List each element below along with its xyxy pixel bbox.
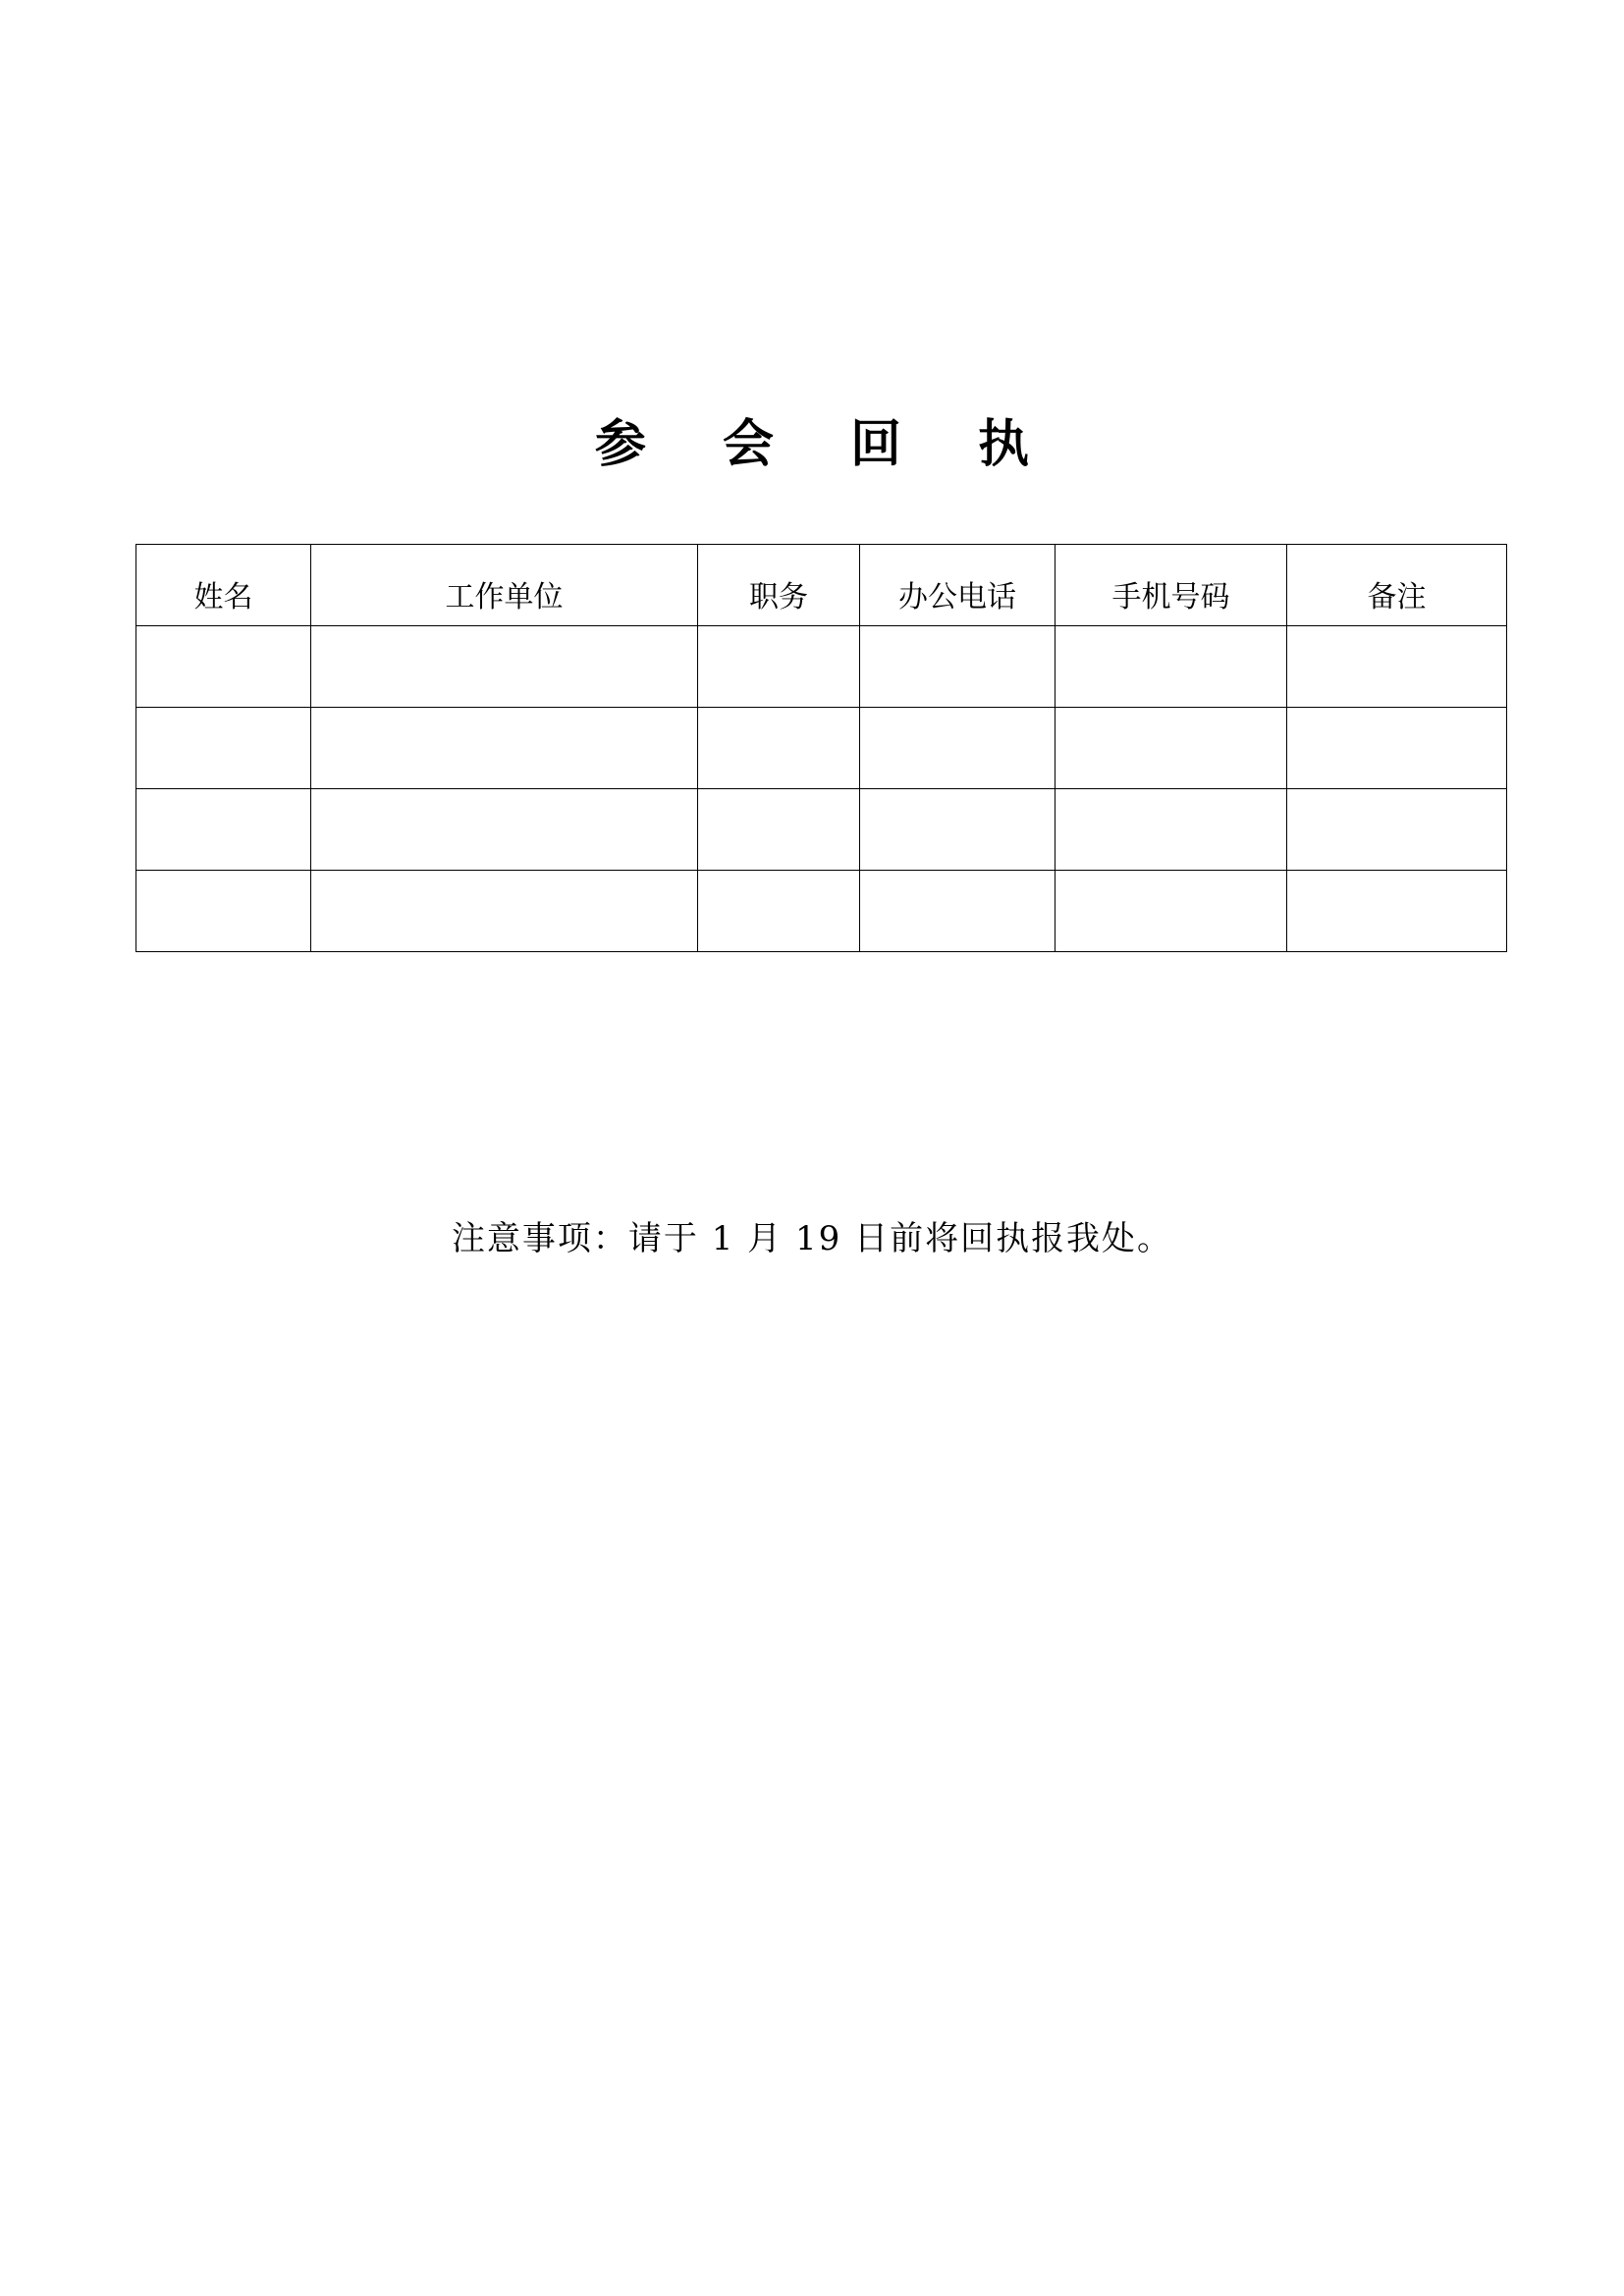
cell-position[interactable] [698,871,860,952]
cell-remarks[interactable] [1287,789,1507,871]
cell-remarks[interactable] [1287,708,1507,789]
cell-office-phone[interactable] [860,708,1056,789]
cell-office-phone[interactable] [860,789,1056,871]
cell-work-unit[interactable] [311,871,698,952]
cell-position[interactable] [698,626,860,708]
cell-mobile-number[interactable] [1056,871,1287,952]
cell-remarks[interactable] [1287,871,1507,952]
cell-name[interactable] [136,708,311,789]
cell-office-phone[interactable] [860,626,1056,708]
cell-work-unit[interactable] [311,626,698,708]
notice-text: 注意事项：请于 1 月 19 日前将回执报我处。 [451,1219,1173,1258]
header-mobile-number: 手机号码 [1056,545,1287,626]
attendance-receipt-table [135,544,1507,952]
cell-office-phone[interactable] [860,871,1056,952]
cell-name[interactable] [136,626,311,708]
header-position: 职务 [698,545,860,626]
cell-mobile-number[interactable] [1056,626,1287,708]
table-row [136,626,1507,708]
cell-position[interactable] [698,708,860,789]
header-remarks: 备注 [1287,545,1507,626]
table-header-row [136,545,1507,626]
table-row [136,871,1507,952]
cell-name[interactable] [136,789,311,871]
cell-mobile-number[interactable] [1056,789,1287,871]
cell-position[interactable] [698,789,860,871]
cell-work-unit[interactable] [311,708,698,789]
table-row [136,789,1507,871]
header-work-unit: 工作单位 [311,545,698,626]
header-office-phone: 办公电话 [860,545,1056,626]
cell-work-unit[interactable] [311,789,698,871]
cell-mobile-number[interactable] [1056,708,1287,789]
cell-name[interactable] [136,871,311,952]
cell-remarks[interactable] [1287,626,1507,708]
table-row [136,708,1507,789]
header-name: 姓名 [136,545,311,626]
page-title: 参 会 回 执 [594,415,1059,474]
